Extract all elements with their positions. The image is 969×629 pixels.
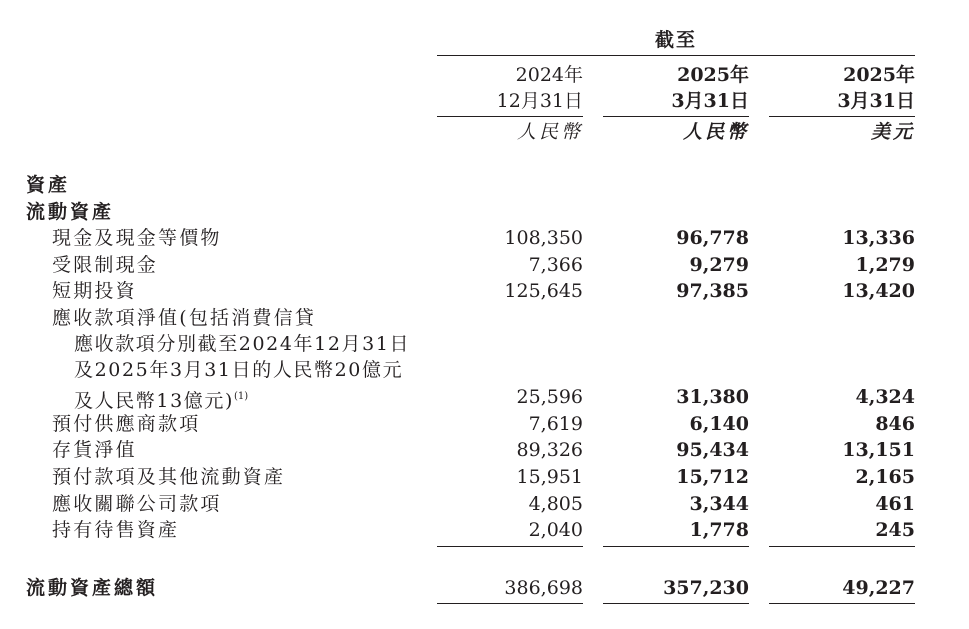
- row-held-for-sale-2025-usd: 245: [875, 519, 915, 541]
- col1-year: 2024年: [515, 64, 583, 86]
- col3-total-rule: [769, 603, 915, 604]
- col3-year: 2025年: [843, 64, 915, 86]
- row-label-cash: 現金及現金等價物: [52, 227, 222, 249]
- row-receivables-2024: 25,596: [516, 386, 583, 408]
- row-inventories-2024: 89,326: [516, 439, 583, 461]
- row-investments-2024: 125,645: [504, 280, 583, 302]
- row-prepay-other-2025-rmb: 15,712: [676, 466, 749, 488]
- col1-total-rule: [437, 603, 583, 604]
- col2-currency: 人民幣: [682, 121, 749, 143]
- row-label-short-term-investments: 短期投資: [52, 280, 137, 302]
- row-prepay-suppliers-2025-usd: 846: [875, 413, 915, 435]
- footnote-marker: (1): [234, 391, 249, 402]
- row-receivables-2025-usd: 4,324: [855, 386, 915, 408]
- row-held-for-sale-2025-rmb: 1,778: [689, 519, 749, 541]
- row-restricted-2025-rmb: 9,279: [689, 254, 749, 276]
- header-rule-top: [437, 55, 915, 56]
- row-label-held-for-sale: 持有待售資產: [52, 519, 180, 541]
- row-cash-2025-usd: 13,336: [842, 227, 915, 249]
- row-cash-2024: 108,350: [504, 227, 583, 249]
- row-inventories-2025-rmb: 95,434: [676, 439, 749, 461]
- row-prepay-suppliers-2024: 7,619: [528, 413, 583, 435]
- total-2025-usd: 49,227: [842, 577, 915, 599]
- row-related-2025-rmb: 3,344: [689, 493, 749, 515]
- row-label-receivables-line3: 及2025年3月31日的人民幣20億元: [74, 359, 404, 381]
- col2-total-rule: [603, 603, 749, 604]
- col1-subtotal-rule: [437, 546, 583, 547]
- col2-subtotal-rule: [603, 546, 749, 547]
- section-assets: 資產: [26, 174, 71, 196]
- row-label-prepayments-suppliers: 預付供應商款項: [52, 413, 201, 435]
- col3-currency: 美元: [870, 121, 915, 143]
- row-restricted-2025-usd: 1,279: [855, 254, 915, 276]
- row-label-restricted-cash: 受限制現金: [52, 254, 159, 276]
- row-related-2024: 4,805: [528, 493, 583, 515]
- row-held-for-sale-2024: 2,040: [528, 519, 583, 541]
- row-label-prepayments-other: 預付款項及其他流動資產: [52, 466, 286, 488]
- receivables-line4-text: 及人民幣13億元): [74, 390, 234, 412]
- row-prepay-other-2024: 15,951: [516, 466, 583, 488]
- row-label-inventories: 存貨淨值: [52, 439, 137, 461]
- col1-currency: 人民幣: [516, 121, 583, 143]
- row-related-2025-usd: 461: [875, 493, 915, 515]
- total-label: 流動資產總額: [26, 577, 159, 599]
- row-label-related-party: 應收關聯公司款項: [52, 493, 222, 515]
- col3-header-rule: [769, 116, 915, 117]
- col3-subtotal-rule: [769, 546, 915, 547]
- row-receivables-2025-rmb: 31,380: [676, 386, 749, 408]
- row-label-receivables-line1: 應收款項淨值(包括消費信貸: [52, 307, 317, 329]
- row-label-receivables-line2: 應收款項分別截至2024年12月31日: [74, 333, 411, 355]
- col3-date: 3月31日: [837, 90, 915, 112]
- col2-header-rule: [603, 116, 749, 117]
- col2-year: 2025年: [677, 64, 749, 86]
- row-label-receivables-line4: [74, 384, 248, 414]
- col1-date: 12月31日: [496, 90, 583, 112]
- row-cash-2025-rmb: 96,778: [676, 227, 749, 249]
- row-prepay-suppliers-2025-rmb: 6,140: [689, 413, 749, 435]
- row-restricted-2024: 7,366: [528, 254, 583, 276]
- row-investments-2025-rmb: 97,385: [676, 280, 749, 302]
- total-2025-rmb: 357,230: [663, 577, 749, 599]
- col2-date: 3月31日: [671, 90, 749, 112]
- row-prepay-other-2025-usd: 2,165: [855, 466, 915, 488]
- as-of-header: 截至: [654, 29, 697, 51]
- col1-header-rule: [437, 116, 583, 117]
- row-investments-2025-usd: 13,420: [842, 280, 915, 302]
- row-inventories-2025-usd: 13,151: [842, 439, 915, 461]
- section-current-assets: 流動資產: [26, 201, 115, 223]
- total-2024: 386,698: [504, 577, 583, 599]
